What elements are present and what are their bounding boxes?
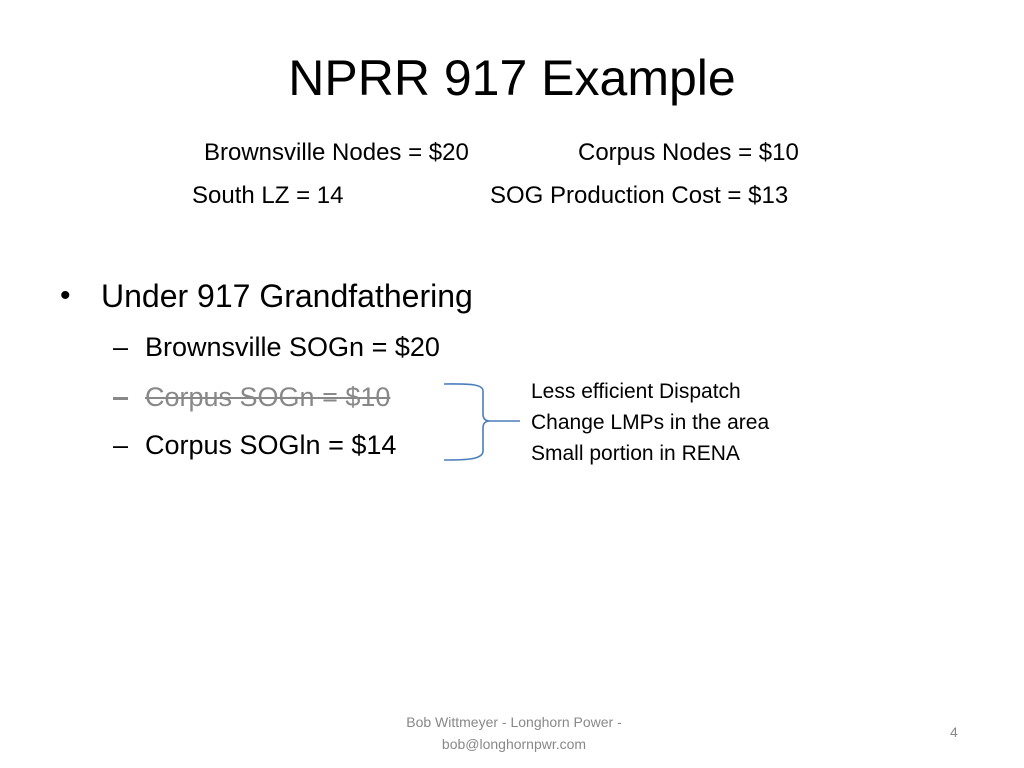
note-line: Small portion in RENA xyxy=(531,442,740,465)
sog-production-cost-label: SOG Production Cost = $13 xyxy=(490,182,789,209)
dash-marker: – xyxy=(113,430,129,460)
page-number: 4 xyxy=(950,724,958,740)
sub-item-corpus-sogln: Corpus SOGln = $14 xyxy=(145,430,397,460)
dash-marker: – xyxy=(113,332,129,362)
brownsville-nodes-label: Brownsville Nodes = $20 xyxy=(204,139,469,166)
footer-email: bob@longhornpwr.com xyxy=(441,736,587,752)
slide-title: NPRR 917 Example xyxy=(288,50,736,106)
right-brace-icon xyxy=(440,378,530,466)
bullet-text: Under 917 Grandfathering xyxy=(101,278,473,314)
dash-marker: – xyxy=(113,382,129,412)
slide-footer xyxy=(364,711,664,755)
footer-line: Bob Wittmeyer - Longhorn Power - xyxy=(406,714,622,730)
sub-item-corpus-sogn-struck: Corpus SOGn = $10 xyxy=(145,382,391,412)
south-lz-label: South LZ = 14 xyxy=(192,182,344,209)
note-line: Less efficient Dispatch xyxy=(531,380,741,403)
note-line: Change LMPs in the area xyxy=(531,411,770,434)
bullet-marker: • xyxy=(60,279,71,312)
sub-item-brownsville-sogn: Brownsville SOGn = $20 xyxy=(145,332,440,362)
corpus-nodes-label: Corpus Nodes = $10 xyxy=(578,139,799,166)
